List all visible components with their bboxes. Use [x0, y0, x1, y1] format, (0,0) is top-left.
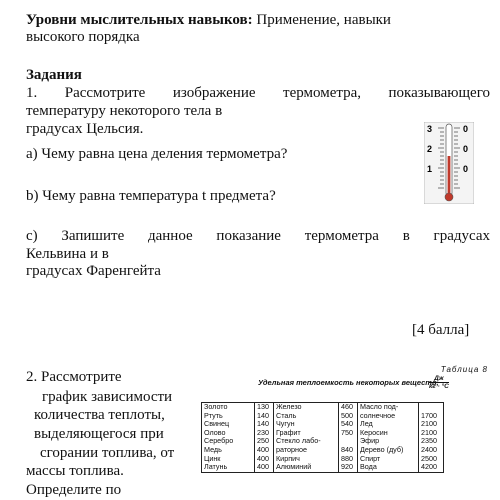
- task2-line: количества теплоты,: [34, 407, 165, 423]
- col3-values: [419, 403, 444, 473]
- material-name: Алюминий: [276, 462, 312, 472]
- material-name: Графит: [276, 427, 301, 437]
- task1-line2: температуру некоторого тела в: [26, 103, 223, 119]
- task2-line: график зависимости: [42, 389, 173, 405]
- task1-question-c-line2: Кельвина и в: [26, 246, 109, 262]
- heat-value: 2350: [421, 436, 437, 446]
- thermometer-label-right: 0: [463, 124, 469, 134]
- material-name: солнечное: [360, 410, 396, 420]
- material-name: Свинец: [204, 419, 230, 429]
- task2-line: выделяющегося при: [34, 426, 164, 442]
- specific-heat-table: [201, 402, 444, 473]
- material-name: Ртуть: [204, 410, 223, 420]
- task1-question-a: a) Чему равна цена деления термометра?: [26, 146, 288, 162]
- heat-value: 750: [341, 427, 353, 437]
- heat-value: 1700: [421, 410, 437, 420]
- heat-value: 500: [341, 410, 353, 420]
- skills-header-line1: [26, 12, 391, 29]
- thermometer-bulb: [445, 193, 453, 201]
- heat-value: 130: [257, 402, 269, 411]
- heat-value: 250: [257, 436, 269, 446]
- task2-line: Определите по: [26, 482, 122, 498]
- task1-line3: градусах Цельсия.: [26, 121, 144, 137]
- heat-value: 4200: [421, 462, 437, 472]
- task2-line: массы топлива.: [26, 463, 124, 479]
- material-name: Цинк: [204, 453, 221, 463]
- skills-header-rest: Применение, навыки: [256, 12, 391, 28]
- material-name: Золото: [204, 402, 228, 411]
- heat-value: 2100: [421, 419, 437, 429]
- col1-names: [202, 403, 255, 473]
- skills-header-line2: высокого порядка: [26, 29, 140, 45]
- thermometer-label: 1: [427, 164, 433, 174]
- material-name: Эфир: [360, 436, 380, 446]
- tasks-heading: Задания: [26, 67, 82, 83]
- heat-value: 140: [257, 410, 269, 420]
- material-name: Железо: [276, 402, 302, 411]
- heat-value: 140: [257, 419, 269, 429]
- material-name: Стекло лабо-: [276, 436, 321, 446]
- material-name: Чугун: [276, 419, 295, 429]
- unit-denominator: кг · °С: [429, 383, 449, 390]
- heat-value: 460: [341, 402, 353, 411]
- thermometer-label-right: 0: [463, 144, 469, 154]
- heat-value: 880: [341, 453, 353, 463]
- table-unit: [429, 375, 449, 390]
- task1-question-c-line1: c) Запишите данное показание термометра в градусах: [26, 228, 490, 244]
- col2-values: [339, 403, 358, 473]
- material-name: Сталь: [276, 410, 297, 420]
- thermometer-label: 3: [427, 124, 433, 134]
- heat-value: 920: [341, 462, 353, 472]
- material-name: Кирпич: [276, 453, 300, 463]
- heat-value: 540: [341, 419, 353, 429]
- heat-value: 840: [341, 444, 353, 454]
- material-name: Серебро: [204, 436, 234, 446]
- task2-line: сгорании топлива, от: [40, 445, 175, 461]
- unit-numerator: Дж: [429, 375, 449, 383]
- material-name: Вода: [360, 462, 377, 472]
- thermometer-image: [424, 122, 474, 204]
- material-name: Дерево (дуб): [360, 444, 404, 454]
- material-name: Олово: [204, 427, 226, 437]
- material-name: Керосин: [360, 427, 388, 437]
- heat-value: 400: [257, 453, 269, 463]
- table-title: Удельная теплоемкость некоторых веществ,: [258, 378, 439, 387]
- heat-value: 2500: [421, 453, 437, 463]
- heat-value: 2400: [421, 444, 437, 454]
- col1-values: [255, 403, 274, 473]
- thermometer-liquid: [448, 156, 451, 196]
- material-name: Спирт: [360, 453, 381, 463]
- material-name: Масло под-: [360, 402, 399, 411]
- thermometer-label: 2: [427, 144, 433, 154]
- task1-question-b: b) Чему равна температура t предмета?: [26, 188, 276, 204]
- heat-value: 400: [257, 444, 269, 454]
- skills-header-bold: Уровни мыслительных навыков:: [26, 12, 253, 28]
- heat-value: 230: [257, 427, 269, 437]
- heat-value: 400: [257, 462, 269, 472]
- table-number: Таблица 8: [440, 365, 488, 374]
- material-name: раторное: [276, 444, 308, 454]
- specific-heat-table-image: [198, 362, 494, 500]
- task1-points: [4 балла]: [412, 322, 470, 338]
- task1-question-c-line3: градусах Фаренгейта: [26, 263, 161, 279]
- col3-names: [358, 403, 419, 473]
- material-name: Лед: [360, 419, 373, 429]
- thermometer-label-right: 0: [463, 164, 469, 174]
- task1-line1: 1. Рассмотрите изображение термометра, показывающего: [26, 85, 490, 101]
- heat-value: 2100: [421, 427, 437, 437]
- material-name: Медь: [204, 444, 222, 454]
- task2-line: 2. Рассмотрите: [26, 369, 122, 385]
- col2-names: [274, 403, 339, 473]
- material-name: Латунь: [204, 462, 228, 472]
